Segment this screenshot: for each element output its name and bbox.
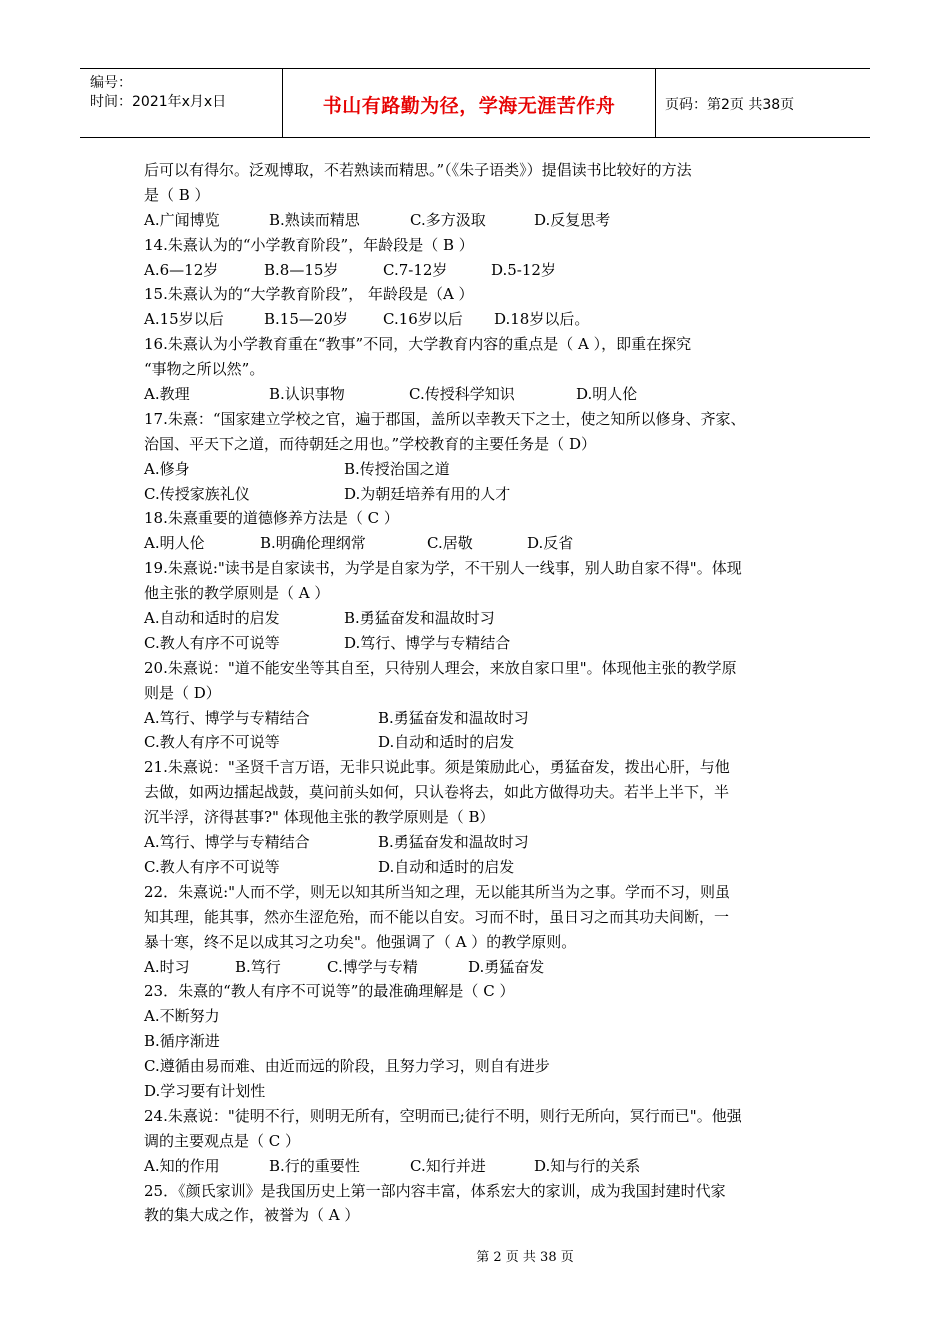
answer-option: D.明人伦 bbox=[576, 385, 638, 404]
options-row bbox=[144, 307, 814, 332]
text-line: 沉半浮，济得甚事?" 体现他主张的教学原则是（ B） bbox=[144, 808, 495, 827]
text-line: 暴十寒，终不足以成其习之功矣"。他强调了（ A ）的教学原则。 bbox=[144, 932, 577, 951]
answer-option: B.勇猛奋发和温故时习 bbox=[344, 609, 495, 628]
answer-option: A.笃行、博学与专精结合 bbox=[144, 833, 310, 852]
answer-option: D.反复思考 bbox=[534, 210, 611, 229]
text-line: 15.朱熹认为的“大学教育阶段”， 年龄段是（A ） bbox=[144, 285, 474, 304]
answer-option: A.6—12岁 bbox=[144, 260, 219, 279]
answer-option: A.自动和适时的启发 bbox=[144, 609, 280, 628]
answer-option: C.教人有序不可说等 bbox=[144, 857, 280, 876]
answer-option: B.笃行 bbox=[235, 957, 281, 976]
text-line: 教的集大成之作，被誉为（ A ） bbox=[144, 1206, 360, 1225]
answer-option: D.反省 bbox=[527, 534, 574, 553]
text-line: 14.朱熹认为的“小学教育阶段”，年龄段是（ B ） bbox=[144, 235, 474, 254]
answer-option: C.知行并进 bbox=[410, 1156, 486, 1175]
text-line: 20.朱熹说："道不能安坐等其自至，只待别人理会，来放自家口里"。体现他主张的教学原 bbox=[144, 658, 737, 677]
options-row bbox=[144, 955, 814, 980]
options-row bbox=[144, 258, 814, 283]
text-line: 17.朱熹：“国家建立学校之官，遍于郡国，盖所以幸教天下之士，使之知所以修身、齐家、 bbox=[144, 409, 746, 428]
answer-option: D.为朝廷培养有用的人才 bbox=[344, 484, 511, 503]
options-row bbox=[144, 1154, 814, 1179]
answer-option: D.自动和适时的启发 bbox=[378, 733, 515, 752]
answer-option: D.18岁以后。 bbox=[494, 310, 590, 329]
options-row bbox=[144, 382, 814, 407]
header-page-info: 页码：第2页 共38页 bbox=[665, 97, 795, 113]
answer-option: C.博学与专精 bbox=[327, 957, 418, 976]
text-line: 23．朱熹的“教人有序不可说等”的最准确理解是（ C ） bbox=[144, 982, 515, 1001]
options-row bbox=[144, 208, 814, 233]
options-row bbox=[144, 457, 814, 482]
answer-option: B.明确伦理纲常 bbox=[260, 534, 366, 553]
answer-option: B.熟读而精思 bbox=[269, 210, 360, 229]
options-row bbox=[144, 706, 814, 731]
text-line: C.遵循由易而难、由近而远的阶段，且努力学习，则自有进步 bbox=[144, 1057, 550, 1076]
answer-option: D.笃行、博学与专精结合 bbox=[344, 633, 511, 652]
options-row bbox=[144, 606, 814, 631]
options-row bbox=[144, 631, 814, 656]
answer-option: C.传授家族礼仪 bbox=[144, 484, 250, 503]
options-row bbox=[144, 830, 814, 855]
text-line: 后可以有得尔。泛观博取，不若熟读而精思。”（《朱子语类》）提倡读书比较好的方法 bbox=[144, 161, 692, 179]
options-row bbox=[144, 855, 814, 880]
answer-option: C.居敬 bbox=[427, 534, 473, 553]
answer-option: B.勇猛奋发和温故时习 bbox=[378, 833, 529, 852]
options-row bbox=[144, 482, 814, 507]
text-line: B.循序渐进 bbox=[144, 1032, 220, 1051]
answer-option: A.知的作用 bbox=[144, 1156, 220, 1175]
answer-option: B.15—20岁 bbox=[264, 310, 348, 329]
text-line: “事物之所以然”。 bbox=[144, 360, 265, 379]
text-line: 16.朱熹认为小学教育重在“教事”不同，大学教育内容的重点是（ A ），即重在探究 bbox=[144, 335, 692, 354]
header-right-cell bbox=[655, 69, 870, 137]
answer-option: A.广闻博览 bbox=[144, 210, 220, 229]
header-left-cell bbox=[80, 69, 282, 137]
answer-option: D.知与行的关系 bbox=[534, 1156, 641, 1175]
text-line: 21.朱熹说："圣贤千言万语，无非只说此事。须是策励此心，勇猛奋发，拨出心肝，与他 bbox=[144, 758, 730, 777]
answer-option: C.传授科学知识 bbox=[409, 385, 515, 404]
text-line: 22．朱熹说:"人而不学，则无以知其所当知之理，无以能其所当为之事。学而不习，则虽 bbox=[144, 882, 731, 901]
document-number-label: 编号： bbox=[90, 75, 132, 91]
text-line: 24.朱熹说："徒明不行，则明无所有，空明而已;徒行不明，则行无所向，冥行而已"。他强 bbox=[144, 1106, 742, 1125]
page-footer: 第 2 页 共 38 页 bbox=[476, 1250, 574, 1265]
answer-option: B.勇猛奋发和温故时习 bbox=[378, 708, 529, 727]
text-line: 则是（ D） bbox=[144, 683, 221, 702]
text-line: 是（ B ） bbox=[144, 185, 210, 204]
answer-option: C.教人有序不可说等 bbox=[144, 633, 280, 652]
answer-option: A.修身 bbox=[144, 459, 190, 478]
answer-option: A.笃行、博学与专精结合 bbox=[144, 708, 310, 727]
document-body bbox=[144, 158, 814, 1228]
answer-option: C.多方汲取 bbox=[410, 210, 486, 229]
text-line: D.学习要有计划性 bbox=[144, 1081, 266, 1100]
text-line: 19.朱熹说:"读书是自家读书，为学是自家为学，不干别人一线事，别人助自家不得"。体现 bbox=[144, 559, 742, 578]
answer-option: B.8—15岁 bbox=[264, 260, 339, 279]
answer-option: A.时习 bbox=[144, 957, 190, 976]
text-line: 治国、平天下之道，而待朝廷之用也。”学校教育的主要任务是（ D） bbox=[144, 434, 596, 453]
answer-option: D.自动和适时的启发 bbox=[378, 857, 515, 876]
header-motto: 书山有路勤为径，学海无涯苦作舟 bbox=[322, 95, 616, 117]
answer-option: B.认识事物 bbox=[269, 385, 345, 404]
answer-option: B.行的重要性 bbox=[269, 1156, 360, 1175]
answer-option: C.教人有序不可说等 bbox=[144, 733, 280, 752]
text-line: 18.朱熹重要的道德修养方法是（ C ） bbox=[144, 509, 399, 528]
options-row bbox=[144, 531, 814, 556]
text-line: A.不断努力 bbox=[144, 1007, 220, 1026]
answer-option: C.16岁以后 bbox=[383, 310, 463, 329]
header-middle-cell bbox=[282, 69, 656, 137]
answer-option: A.15岁以后 bbox=[144, 310, 224, 329]
text-line: 去做，如两边擂起战鼓，莫问前头如何，只认卷将去，如此方做得功夫。若半上半下，半 bbox=[144, 783, 730, 802]
answer-option: D.勇猛奋发 bbox=[468, 957, 545, 976]
options-row bbox=[144, 730, 814, 755]
answer-option: D.5-12岁 bbox=[491, 260, 556, 279]
text-line: 他主张的教学原则是（ A ） bbox=[144, 584, 330, 603]
answer-option: C.7-12岁 bbox=[383, 260, 448, 279]
answer-option: A.教理 bbox=[144, 385, 190, 404]
page-header bbox=[80, 68, 870, 138]
text-line: 知其理，能其事，然亦生涩危殆，而不能以自安。习而不时，虽日习之而其功夫间断，一 bbox=[144, 907, 730, 926]
text-line: 调的主要观点是（ C ） bbox=[144, 1131, 301, 1150]
document-date: 时间：2021年x月x日 bbox=[90, 94, 227, 110]
text-line: 25．《颜氏家训》是我国历史上第一部内容丰富，体系宏大的家训，成为我国封建时代家 bbox=[144, 1181, 726, 1200]
answer-option: A.明人伦 bbox=[144, 534, 205, 553]
answer-option: B.传授治国之道 bbox=[344, 459, 450, 478]
